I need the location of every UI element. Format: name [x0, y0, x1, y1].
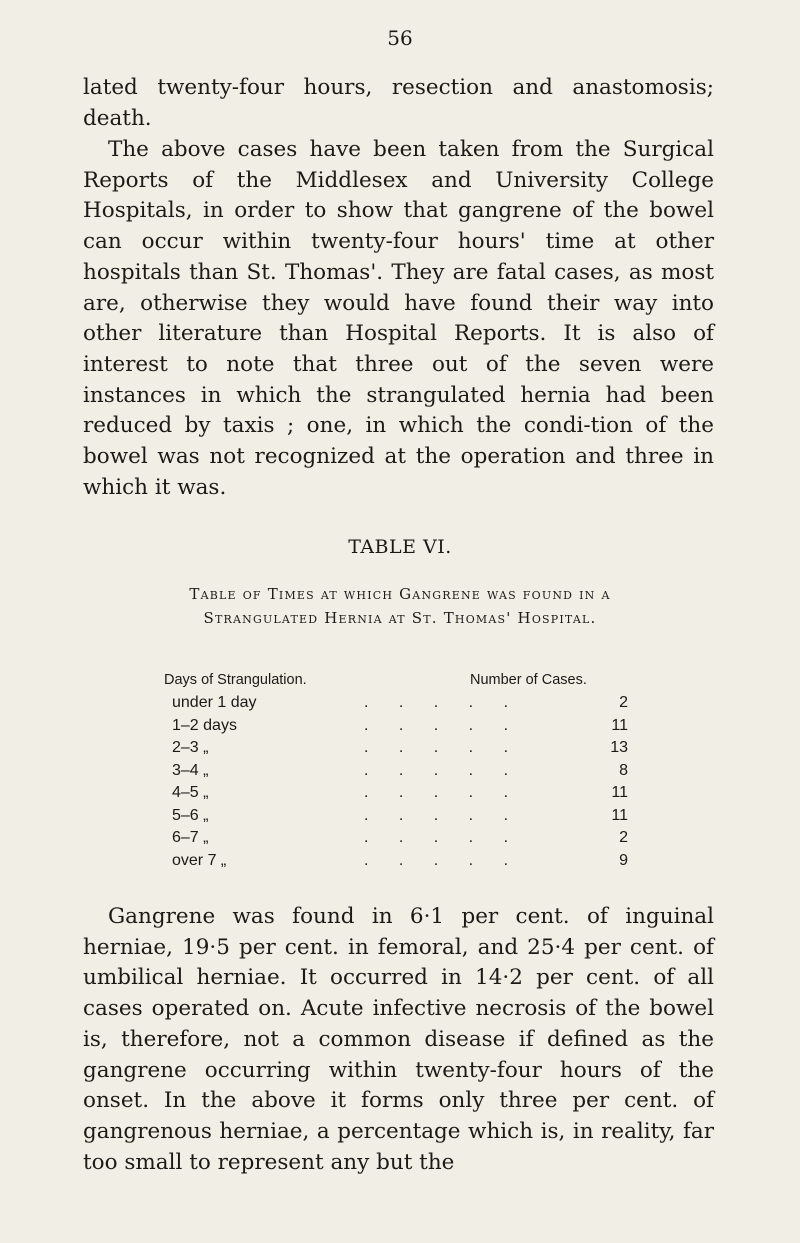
table-row — [164, 852, 694, 875]
row-days-label: 5–6 „ — [172, 806, 209, 824]
column-header-days: Days of Strangulation. — [164, 672, 307, 688]
table-header-row — [164, 672, 694, 694]
table-row — [164, 784, 694, 807]
table-row — [164, 694, 694, 717]
dot-leader: . . . . . — [364, 784, 522, 801]
paragraph-gangrene-statistics: Gangrene was found in 6·1 per cent. of inguinal herniae, 19·5 per cent. in femoral, and 25·4 per cent. of umbilical herniae. It occurred in 14·2 per cent. of all cases operated on. Acute infective necrosis of the bowel is, therefore, not a common disease if defined as the gangrene occurring within twenty-four hours of the onset. In the above it forms only three per cent. of gangrenous herniae, a percentage which is, in reality, far too small to represent any but the — [83, 904, 714, 1175]
table-row — [164, 829, 694, 852]
row-days-label: 6–7 „ — [172, 829, 209, 846]
row-days-label: 1–2 days — [172, 716, 237, 734]
row-days-label: over 7 „ — [172, 851, 227, 869]
row-case-count: 2 — [619, 694, 628, 711]
dot-leader: . . . . . — [364, 829, 522, 846]
row-days-label: 3–4 „ — [172, 761, 209, 779]
column-header-cases: Number of Cases. — [470, 672, 587, 688]
table-caption — [0, 582, 800, 630]
page-number: 56 — [387, 26, 413, 50]
dot-leader: . . . . . — [364, 851, 522, 869]
paragraph-continuation: lated twenty-four hours, resection and anastomosis; death. — [83, 75, 714, 131]
dot-leader: . . . . . — [364, 716, 522, 734]
row-case-count: 9 — [619, 851, 628, 869]
table-row — [164, 762, 694, 785]
table-caption-line-2: Strangulated Hernia at St. Thomas' Hospital. — [203, 609, 597, 627]
strangulation-table — [164, 672, 694, 874]
table-heading: TABLE VI. — [348, 536, 452, 558]
row-case-count: 2 — [619, 829, 628, 846]
dot-leader: . . . . . — [364, 806, 522, 824]
row-days-label: 2–3 „ — [172, 739, 209, 756]
row-case-count: 11 — [611, 784, 628, 801]
row-case-count: 8 — [619, 761, 628, 779]
row-days-label: under 1 day — [172, 694, 257, 711]
dot-leader: . . . . . — [364, 761, 522, 779]
dot-leader: . . . . . — [364, 694, 522, 711]
row-case-count: 13 — [610, 739, 628, 756]
table-caption-line-1: Table of Times at which Gangrene was found in a — [189, 585, 611, 603]
dot-leader: . . . . . — [364, 739, 522, 756]
row-case-count: 11 — [611, 716, 628, 734]
row-days-label: 4–5 „ — [172, 784, 209, 801]
paragraph-sources: The above cases have been taken from the Surgical Reports of the Middlesex and University College Hospitals, in order to show that gangrene of the bowel can occur within twenty-four hours' time at other hospitals than St. Thomas'. They are fatal cases, as most are, otherwise they would have found their way into other literature than Hospital Reports. It is also of interest to note that three out of the seven were instances in which the strangulated hernia had been reduced by taxis ; one, in which the condi-tion of the bowel was not recognized at the operation and three in which it was. — [83, 137, 714, 500]
table-row — [164, 717, 694, 740]
table-row — [164, 739, 694, 762]
row-case-count: 11 — [611, 806, 628, 824]
table-row — [164, 807, 694, 830]
